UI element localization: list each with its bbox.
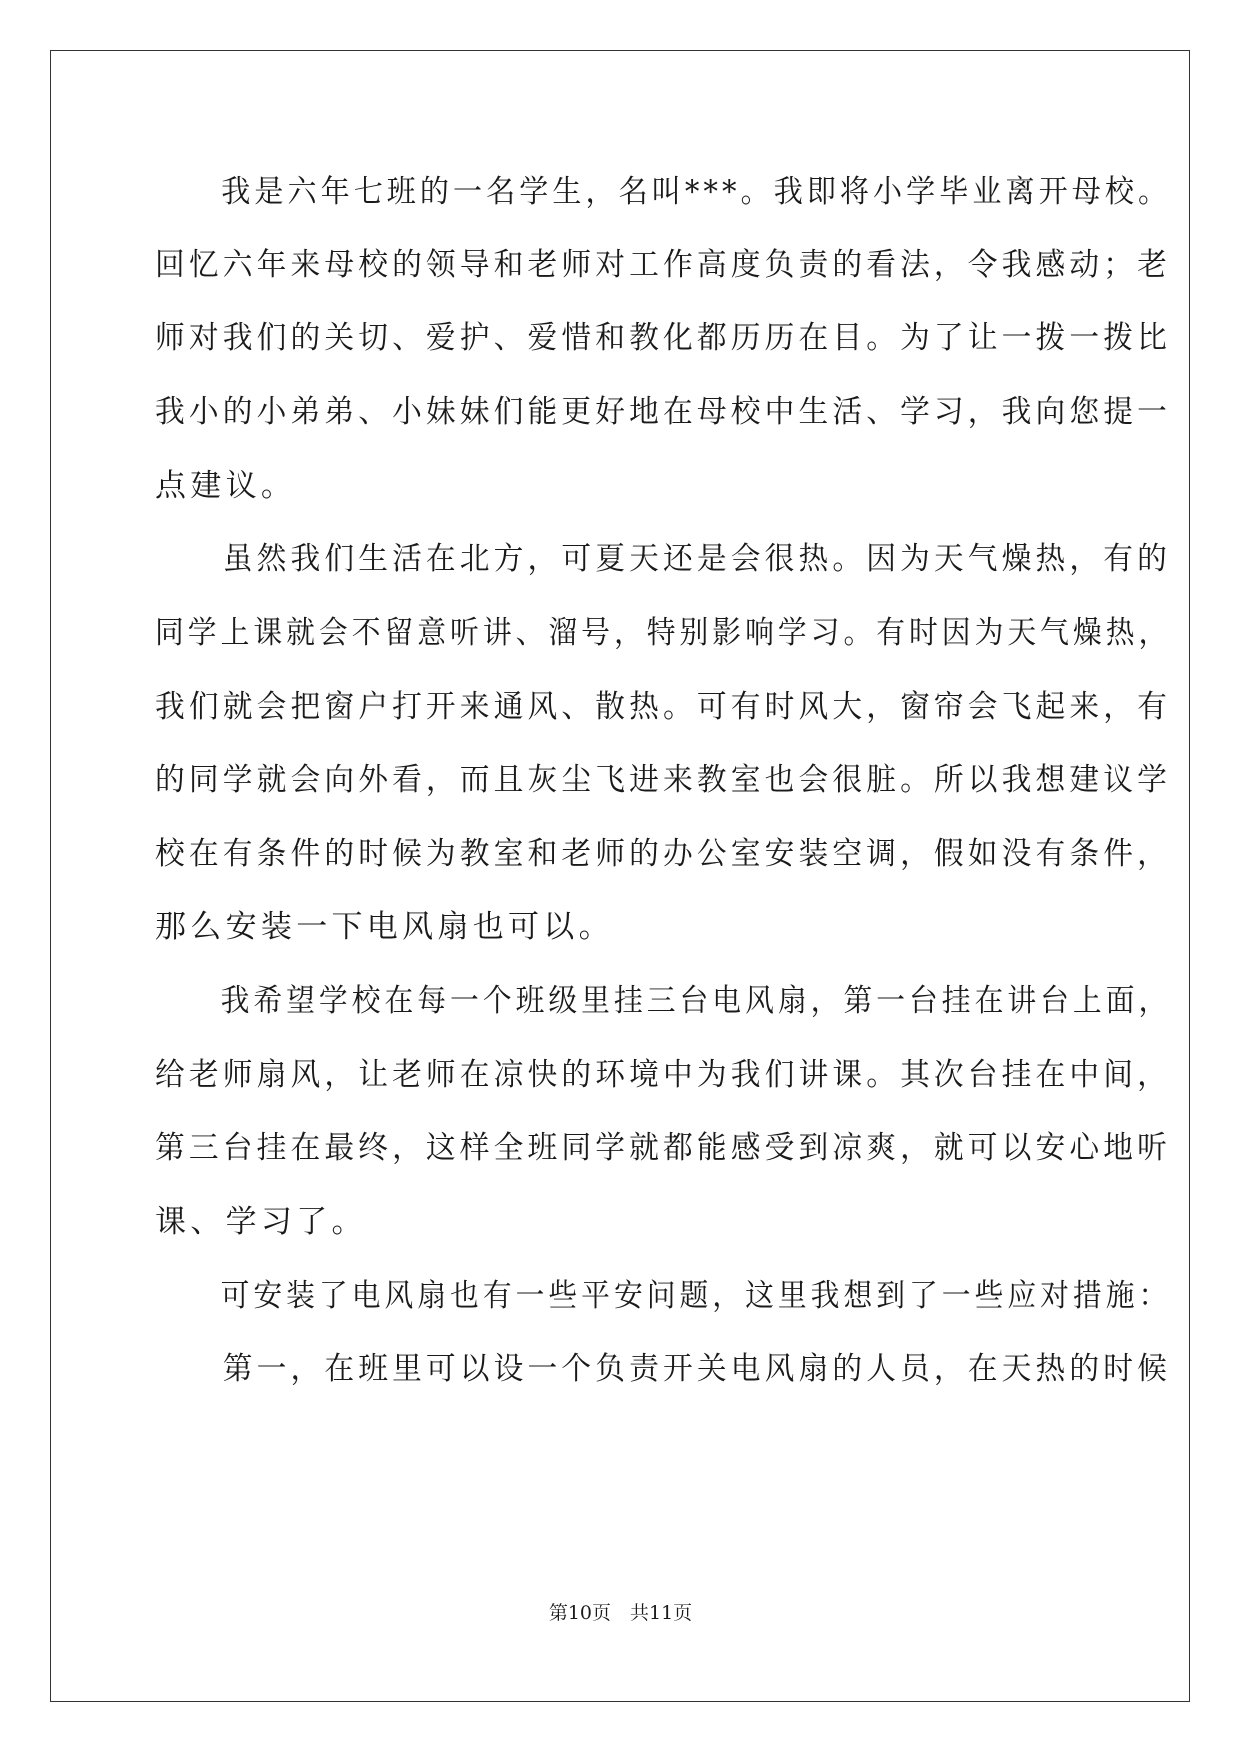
page-border	[50, 50, 1190, 1702]
text-line: 给老师扇风，让老师在凉快的环境中为我们讲课。其次台挂在中间，	[155, 1057, 1171, 1093]
text-line: 我是六年七班的一名学生，名叫***。我即将小学毕业离开母校。	[155, 174, 1172, 210]
text-line: 师对我们的关切、爱护、爱惜和教化都历历在目。为了让一拨一拨比	[155, 320, 1171, 356]
text-line: 的同学就会向外看，而且灰尘飞进来教室也会很脏。所以我想建议学	[155, 762, 1171, 798]
text-line: 虽然我们生活在北方，可夏天还是会很热。因为天气燥热，有的	[155, 541, 1171, 577]
text-line: 第一，在班里可以设一个负责开关电风扇的人员，在天热的时候	[155, 1351, 1171, 1387]
text-line: 我小的小弟弟、小妹妹们能更好地在母校中生活、学习，我向您提一	[155, 394, 1171, 430]
text-line: 可安装了电风扇也有一些平安问题，这里我想到了一些应对措施：	[155, 1278, 1172, 1314]
text-line: 回忆六年来母校的领导和老师对工作高度负责的看法，令我感动；老	[155, 247, 1171, 283]
text-line: 同学上课就会不留意听讲、溜号，特别影响学习。有时因为天气燥热，	[155, 615, 1172, 651]
text-line: 第三台挂在最终，这样全班同学就都能感受到凉爽，就可以安心地听	[155, 1130, 1171, 1166]
text-line: 课、学习了。	[155, 1204, 367, 1240]
text-line: 那么安装一下电风扇也可以。	[155, 909, 614, 945]
text-line: 校在有条件的时候为教室和老师的办公室安装空调，假如没有条件，	[155, 836, 1171, 872]
page-number: 第10页 共11页	[548, 1602, 693, 1624]
text-line: 点建议。	[155, 468, 297, 504]
text-line: 我们就会把窗户打开来通风、散热。可有时风大，窗帘会飞起来，有	[155, 689, 1171, 725]
text-line: 我希望学校在每一个班级里挂三台电风扇，第一台挂在讲台上面，	[155, 983, 1172, 1019]
